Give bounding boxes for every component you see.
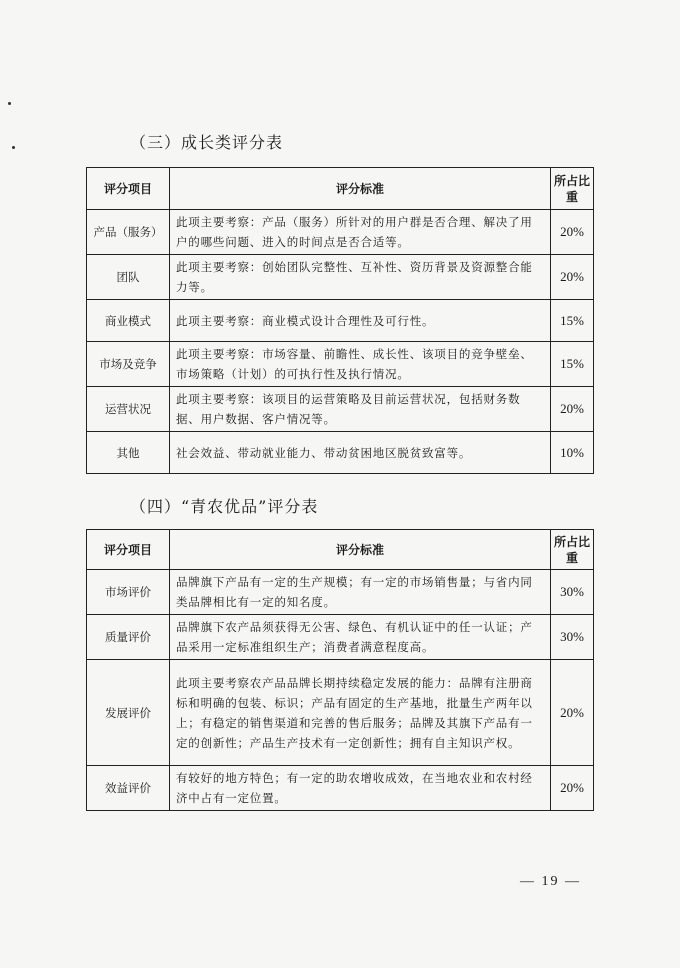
header-criteria: 评分标准: [170, 168, 551, 210]
row-weight: 20%: [551, 210, 594, 255]
header-weight: 所占比重: [551, 530, 594, 570]
row-item: 产品（服务）: [87, 210, 170, 255]
row-criteria: 此项主要考察：该项目的运营策略及目前运营状况，包括财务数据、用户数据、客户情况等。: [170, 387, 551, 432]
row-item: 质量评价: [87, 615, 170, 660]
row-criteria: 此项主要考察：产品（服务）所针对的用户群是否合理、解决了用户的哪些问题、进入的时间点是否合适等。: [170, 210, 551, 255]
scan-mark: [12, 146, 15, 149]
table-row: [87, 570, 594, 615]
row-item: 市场及竞争: [87, 342, 170, 387]
header-item: 评分项目: [87, 168, 170, 210]
table-row: [87, 255, 594, 300]
row-weight: 15%: [551, 300, 594, 342]
row-weight: 15%: [551, 342, 594, 387]
row-criteria: 此项主要考察：创始团队完整性、互补性、资历背景及资源整合能力等。: [170, 255, 551, 300]
table-row: [87, 615, 594, 660]
row-criteria: 此项主要考察农产品品牌长期持续稳定发展的能力：品牌有注册商标和明确的包装、标识；产品有固定的生产基地，批量生产两年以上；有稳定的销售渠道和完善的售后服务；品牌及其旗下产品有一定的创新性；产品生产技术有一定创新性；拥有自主知识产权。: [170, 660, 551, 766]
table-row: [87, 387, 594, 432]
table-row: [87, 300, 594, 342]
section-title-agri-brand: （四）“青农优品”评分表: [130, 497, 319, 516]
section-title-growth: （三）成长类评分表: [130, 133, 284, 152]
row-weight: 30%: [551, 570, 594, 615]
page-number: — 19 —: [520, 874, 581, 889]
row-criteria: 品牌旗下农产品须获得无公害、绿色、有机认证中的任一认证；产品采用一定标准组织生产；消费者满意程度高。: [170, 615, 551, 660]
row-item: 市场评价: [87, 570, 170, 615]
row-item: 团队: [87, 255, 170, 300]
header-item: 评分项目: [87, 530, 170, 570]
table-row: [87, 660, 594, 766]
scan-mark: [8, 102, 11, 105]
table-row: [87, 432, 594, 474]
agri-brand-score-table: [86, 529, 594, 811]
row-weight: 10%: [551, 432, 594, 474]
growth-score-table: [86, 167, 594, 474]
row-item: 发展评价: [87, 660, 170, 766]
row-weight: 20%: [551, 660, 594, 766]
row-criteria: 有较好的地方特色；有一定的助农增收成效，在当地农业和农村经济中占有一定位置。: [170, 766, 551, 811]
row-weight: 20%: [551, 766, 594, 811]
row-criteria: 品牌旗下产品有一定的生产规模；有一定的市场销售量；与省内同类品牌相比有一定的知名度。: [170, 570, 551, 615]
row-weight: 30%: [551, 615, 594, 660]
row-item: 运营状况: [87, 387, 170, 432]
row-criteria: 此项主要考察：市场容量、前瞻性、成长性、该项目的竞争壁垒、市场策略（计划）的可执行性及执行情况。: [170, 342, 551, 387]
table-row: [87, 766, 594, 811]
row-criteria: 此项主要考察：商业模式设计合理性及可行性。: [170, 300, 551, 342]
table-row: [87, 342, 594, 387]
header-criteria: 评分标准: [170, 530, 551, 570]
row-item: 效益评价: [87, 766, 170, 811]
row-item: 其他: [87, 432, 170, 474]
row-criteria: 社会效益、带动就业能力、带动贫困地区脱贫致富等。: [170, 432, 551, 474]
header-weight: 所占比重: [551, 168, 594, 210]
table-row: [87, 210, 594, 255]
row-weight: 20%: [551, 255, 594, 300]
row-item: 商业模式: [87, 300, 170, 342]
row-weight: 20%: [551, 387, 594, 432]
